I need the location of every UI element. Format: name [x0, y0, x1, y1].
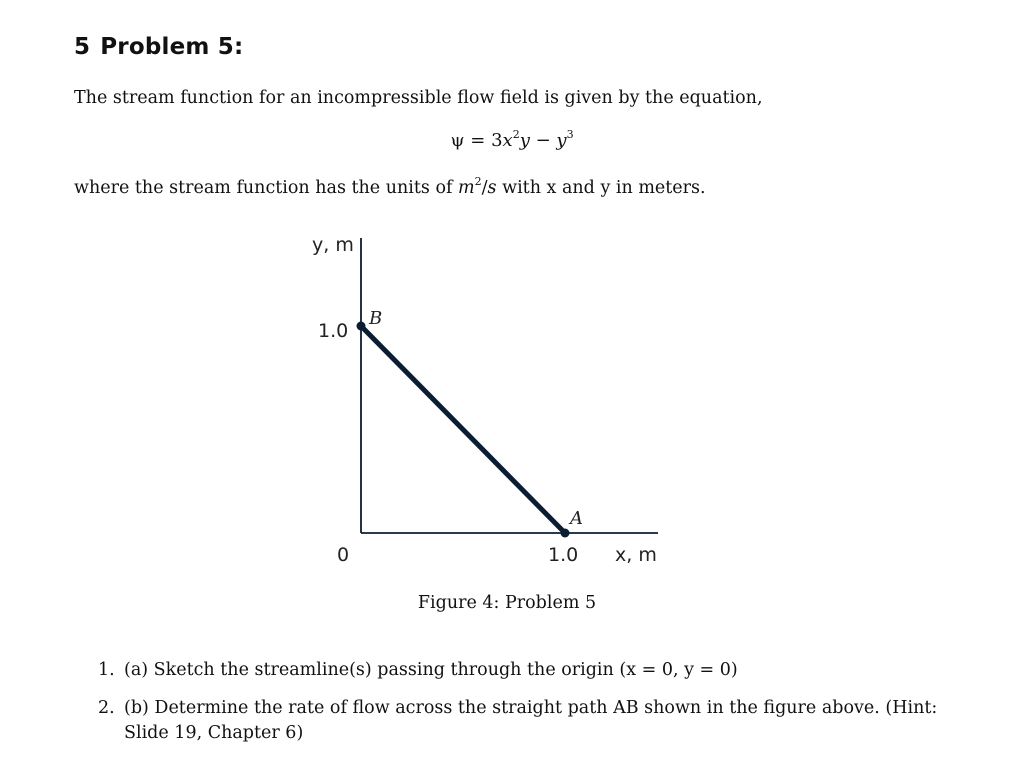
- point-a-dot: [561, 529, 570, 538]
- x-tick-label: 1.0: [548, 544, 579, 566]
- path-ab-line: [361, 326, 565, 533]
- question-text: (b) Determine the rate of flow across the straight path AB shown in the figure above. (Hint: Slide 19, Chapter 6): [124, 698, 938, 743]
- x-axis-label: x, m: [615, 544, 657, 566]
- question-item: [98, 658, 958, 683]
- units-slash: /: [481, 178, 488, 198]
- y-tick-label: 1.0: [318, 320, 349, 342]
- question-number: 1.: [98, 660, 115, 680]
- section-title: Problem 5:: [100, 34, 244, 60]
- equation-x-exponent: 2: [512, 128, 520, 141]
- point-b-dot: [357, 322, 366, 331]
- point-a-label: A: [570, 508, 583, 529]
- units-m-exponent: 2: [474, 175, 482, 188]
- units-text-after: with x and y in meters.: [496, 178, 706, 198]
- question-number: 2.: [98, 698, 115, 718]
- section-number: 5: [74, 34, 91, 60]
- point-b-label: B: [369, 308, 383, 329]
- equation-y-exponent: 3: [566, 128, 574, 141]
- intro-paragraph: The stream function for an incompressible flow field is given by the equation,: [74, 88, 763, 108]
- equation-y2: y: [556, 130, 567, 151]
- equation-y: y: [519, 130, 530, 151]
- question-text: (a) Sketch the streamline(s) passing through the origin (x = 0, y = 0): [124, 660, 738, 680]
- figure-caption: Figure 4: Problem 5: [417, 593, 597, 613]
- equation-lhs: ψ = 3: [450, 130, 503, 151]
- units-m: m: [458, 178, 475, 198]
- question-item: [98, 696, 958, 746]
- y-axis-label: y, m: [312, 234, 354, 256]
- questions-list: [98, 658, 958, 759]
- units-s: s: [487, 178, 497, 198]
- origin-label: 0: [337, 544, 350, 566]
- equation-x: x: [502, 130, 513, 151]
- units-text-before: where the stream function has the units of: [74, 178, 459, 198]
- equation-minus: −: [529, 130, 557, 151]
